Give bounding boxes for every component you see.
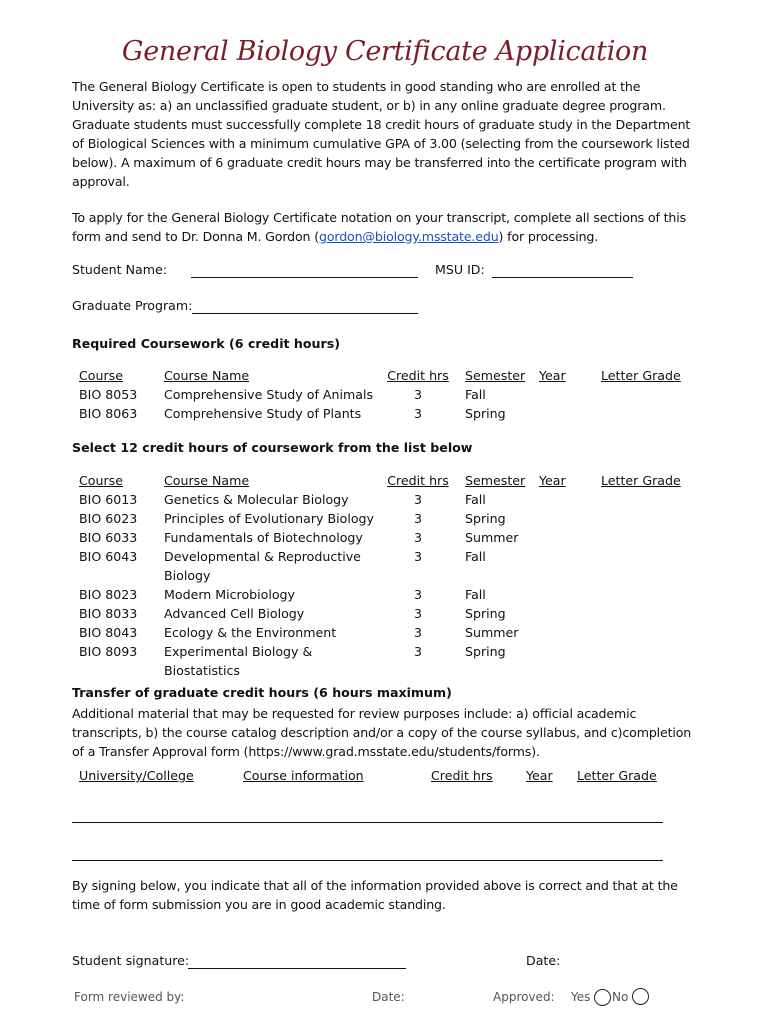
col-credit-hrs: Credit hrs — [387, 473, 449, 488]
transfer-entry-line-1[interactable] — [72, 822, 663, 823]
course-name: Developmental & Reproductive Biology — [164, 549, 361, 583]
course-name: Comprehensive Study of Animals — [164, 387, 374, 402]
course-credit: 3 — [413, 549, 422, 564]
table-row — [79, 547, 699, 585]
course-code: BIO 6033 — [79, 530, 138, 545]
course-name: Principles of Evolutionary Biology — [164, 511, 374, 526]
col-letter-grade: Letter Grade — [601, 473, 681, 488]
transfer-col-year: Year — [526, 768, 553, 783]
graduate-program-field[interactable] — [192, 313, 418, 314]
apply-instructions — [72, 208, 697, 246]
course-credit: 3 — [413, 511, 422, 526]
table-header-row — [79, 471, 699, 490]
course-name: Modern Microbiology — [164, 587, 295, 602]
signing-statement: By signing below, you indicate that all of the information provided above is correct and that at the time of form submission you are in good academic standing. — [72, 878, 678, 912]
student-signature-label: Student signature: — [72, 953, 190, 968]
course-code: BIO 8023 — [79, 587, 138, 602]
msu-id-field[interactable] — [492, 277, 633, 278]
course-code: BIO 8033 — [79, 606, 138, 621]
transfer-heading: Transfer of graduate credit hours (6 hours maximum) — [72, 685, 452, 700]
review-date-label: Date: — [372, 990, 405, 1004]
col-course-name: Course Name — [164, 473, 250, 488]
table-row — [79, 509, 699, 528]
course-name: Advanced Cell Biology — [164, 606, 305, 621]
approved-no-radio[interactable] — [632, 988, 649, 1005]
table-row — [79, 385, 699, 404]
course-code: BIO 6043 — [79, 549, 138, 564]
course-code: BIO 8063 — [79, 406, 138, 421]
intro-paragraph: The General Biology Certificate is open to students in good standing who are enrolled at the University as: a) an unclassified graduate student, or b) in any online graduate degree program. Graduate students must successfully complete 18 credit hours of graduate study in the Department of Biological Sciences with a minimum cumulative GPA of 3.00 (selecting from the coursework listed below). A maximum of 6 graduate credit hours may be transferred into the certificate program with approval. — [72, 79, 691, 189]
signature-date-label: Date: — [526, 953, 561, 968]
course-code: BIO 8053 — [79, 387, 138, 402]
transfer-col-credit: Credit hrs — [431, 768, 493, 783]
course-credit: 3 — [413, 587, 422, 602]
apply-text-before: To apply for the General Biology Certificate notation on your transcript, complete all sections of this form and send to Dr. Donna M. Gordon ( — [72, 210, 686, 244]
form-reviewed-by-label: Form reviewed by: — [74, 990, 185, 1004]
required-coursework-heading: Required Coursework (6 credit hours) — [72, 336, 340, 351]
course-credit: 3 — [413, 387, 422, 402]
table-row — [79, 490, 699, 509]
course-credit: 3 — [413, 606, 422, 621]
table-row — [79, 642, 699, 680]
course-name: Fundamentals of Biotechnology — [164, 530, 363, 545]
transfer-col-course-info: Course information — [243, 768, 364, 783]
transfer-entry-line-2[interactable] — [72, 860, 663, 861]
yes-label: Yes — [571, 990, 591, 1004]
transfer-paragraph: Additional material that may be requested for review purposes include: a) official academic transcripts, b) the course catalog description and/or a copy of the course syllabus, and c)completion of a Transfer Approval form (https://www.grad.msstate.edu/students/forms). — [72, 706, 692, 759]
col-credit-hrs: Credit hrs — [387, 368, 449, 383]
table-header-row — [79, 366, 699, 385]
table-row — [79, 623, 699, 642]
student-name-label: Student Name: — [72, 262, 167, 277]
course-credit: 3 — [413, 530, 422, 545]
course-semester: Fall — [465, 492, 486, 507]
course-semester: Spring — [465, 606, 506, 621]
table-row — [79, 604, 699, 623]
approved-label: Approved: — [493, 990, 555, 1004]
transfer-col-university: University/College — [79, 768, 194, 783]
course-credit: 3 — [413, 492, 422, 507]
course-name: Experimental Biology & Biostatistics — [164, 644, 313, 678]
table-row — [79, 528, 699, 547]
no-label: No — [612, 990, 629, 1004]
col-letter-grade: Letter Grade — [601, 368, 681, 383]
col-year: Year — [539, 473, 566, 488]
col-course: Course — [79, 473, 123, 488]
course-code: BIO 6023 — [79, 511, 138, 526]
table-row — [79, 585, 699, 604]
col-course: Course — [79, 368, 123, 383]
course-semester: Fall — [465, 387, 486, 402]
course-semester: Spring — [465, 511, 506, 526]
course-name: Comprehensive Study of Plants — [164, 406, 362, 421]
graduate-program-label: Graduate Program: — [72, 298, 193, 313]
course-credit: 3 — [413, 644, 422, 659]
course-semester: Fall — [465, 587, 486, 602]
course-semester: Spring — [465, 406, 506, 421]
table-row — [79, 404, 699, 423]
course-code: BIO 8093 — [79, 644, 138, 659]
student-signature-field[interactable] — [188, 968, 406, 969]
elective-coursework-heading: Select 12 credit hours of coursework from the list below — [72, 440, 473, 455]
course-semester: Fall — [465, 549, 486, 564]
form-title: General Biology Certificate Application — [121, 36, 649, 67]
email-link[interactable]: gordon@biology.msstate.edu — [319, 229, 499, 244]
course-code: BIO 6013 — [79, 492, 138, 507]
approved-yes-radio[interactable] — [594, 989, 611, 1006]
msu-id-label: MSU ID: — [435, 262, 485, 277]
course-code: BIO 8043 — [79, 625, 138, 640]
apply-text-after: ) for processing. — [498, 229, 599, 244]
required-coursework-table — [79, 366, 699, 423]
transfer-col-grade: Letter Grade — [577, 768, 657, 783]
course-name: Genetics & Molecular Biology — [164, 492, 349, 507]
student-name-field[interactable] — [191, 277, 418, 278]
col-year: Year — [539, 368, 566, 383]
course-semester: Summer — [465, 530, 519, 545]
course-credit: 3 — [413, 625, 422, 640]
course-semester: Spring — [465, 644, 506, 659]
elective-coursework-table — [79, 471, 699, 680]
course-name: Ecology & the Environment — [164, 625, 337, 640]
course-credit: 3 — [413, 406, 422, 421]
col-course-name: Course Name — [164, 368, 250, 383]
course-semester: Summer — [465, 625, 519, 640]
col-semester: Semester — [465, 368, 526, 383]
col-semester: Semester — [465, 473, 526, 488]
